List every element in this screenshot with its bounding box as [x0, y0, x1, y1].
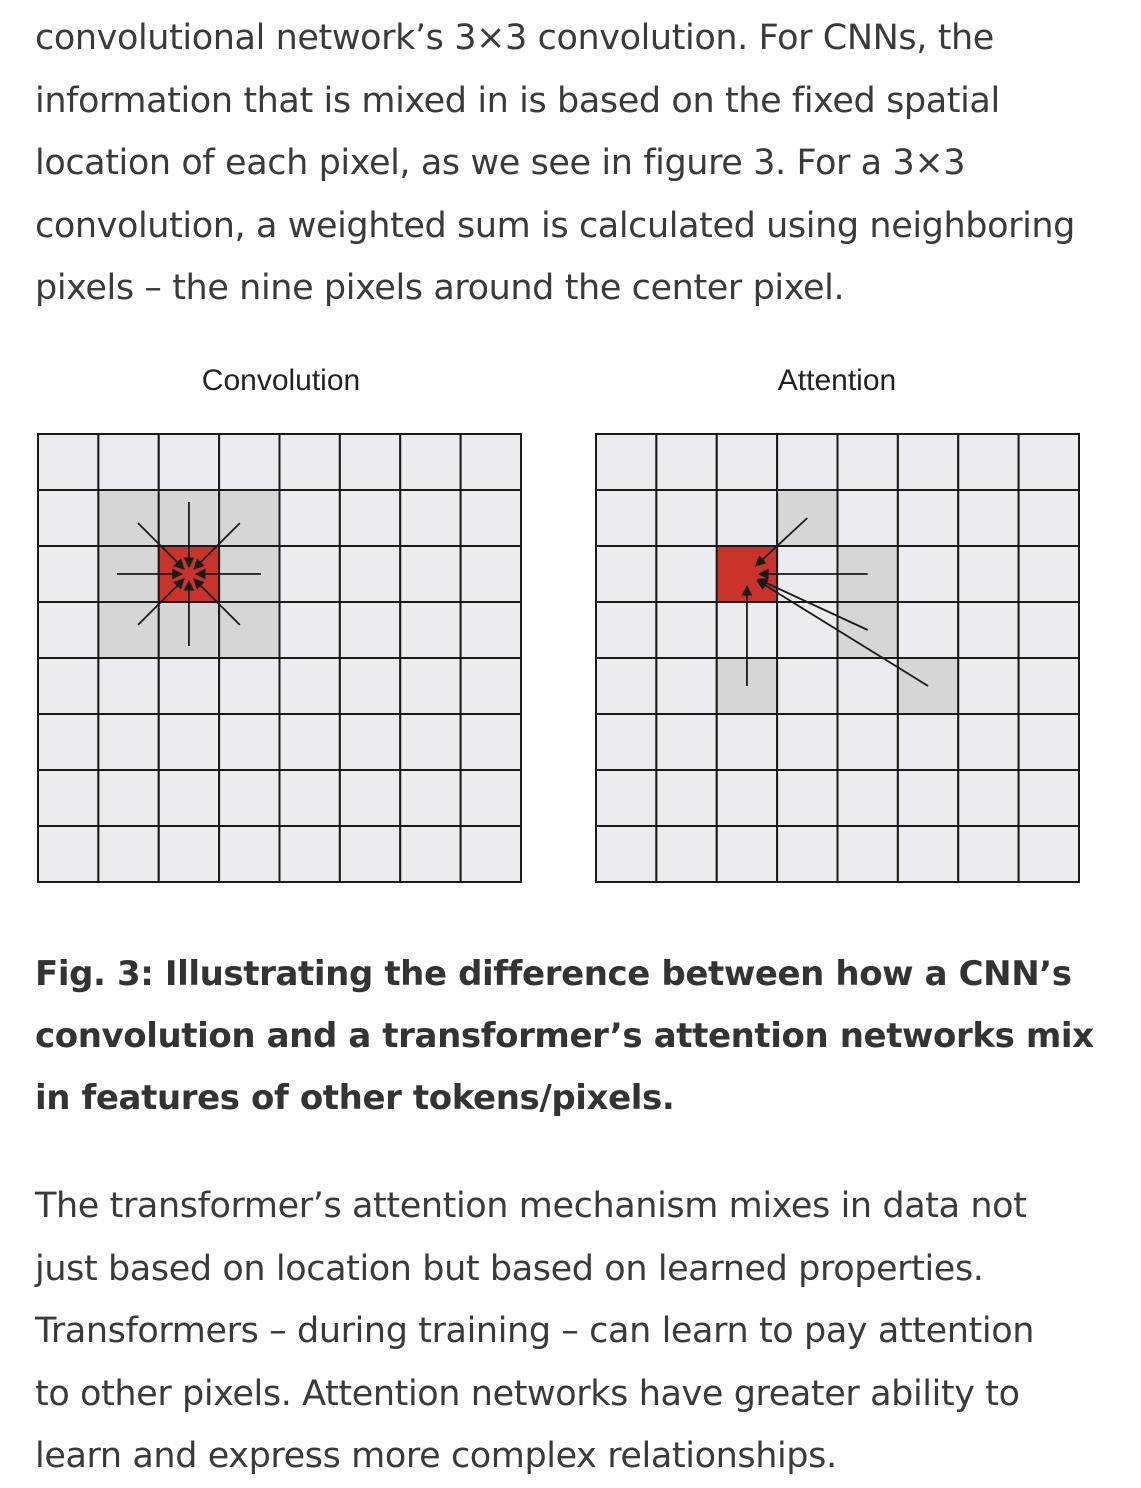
convolution-cell — [461, 546, 521, 602]
attention-cell — [958, 826, 1018, 882]
convolution-cell — [98, 602, 158, 658]
caption-line: in features of other tokens/pixels. — [35, 1078, 675, 1118]
figure-caption — [35, 943, 1125, 1129]
attention-cell — [777, 434, 837, 490]
convolution-cell — [38, 658, 98, 714]
attention-cell — [1019, 546, 1079, 602]
attention-cell — [958, 770, 1018, 826]
attention-cell — [1019, 434, 1079, 490]
attention-cell — [958, 490, 1018, 546]
body-line: to other pixels. Attention networks have greater ability to — [35, 1373, 1020, 1414]
attention-cell — [656, 434, 716, 490]
attention-cell — [838, 714, 898, 770]
attention-cell — [898, 546, 958, 602]
attention-cell — [656, 490, 716, 546]
convolution-cell — [98, 658, 158, 714]
convolution-cell — [98, 434, 158, 490]
attention-cell — [958, 434, 1018, 490]
attention-cell — [656, 714, 716, 770]
convolution-cell — [98, 770, 158, 826]
attention-cell — [838, 658, 898, 714]
attention-cell — [656, 826, 716, 882]
convolution-cell — [280, 434, 340, 490]
convolution-cell — [219, 490, 279, 546]
convolution-cell — [280, 546, 340, 602]
convolution-cell — [340, 658, 400, 714]
convolution-cell — [38, 714, 98, 770]
convolution-cell — [38, 826, 98, 882]
attention-cell — [958, 546, 1018, 602]
convolution-cell — [400, 602, 460, 658]
intro-paragraph — [35, 7, 1120, 320]
convolution-cell — [340, 602, 400, 658]
attention-cell — [777, 658, 837, 714]
attention-cell — [656, 658, 716, 714]
attention-cell — [717, 714, 777, 770]
convolution-cell — [219, 602, 279, 658]
convolution-cell — [461, 658, 521, 714]
caption-line: convolution and a transformer’s attention networks mix — [35, 1016, 1094, 1056]
convolution-cell — [280, 770, 340, 826]
convolution-cell — [159, 826, 219, 882]
attention-title: Attention — [777, 364, 897, 397]
attention-cell — [898, 714, 958, 770]
convolution-cell — [461, 826, 521, 882]
attention-cell — [596, 434, 656, 490]
body-line: Transformers – during training – can learn to pay attention — [35, 1311, 1034, 1351]
attention-cell — [777, 714, 837, 770]
attention-cell — [1019, 658, 1079, 714]
convolution-cell — [219, 714, 279, 770]
convolution-cell — [400, 546, 460, 602]
attention-cell — [596, 490, 656, 546]
convolution-cell — [461, 490, 521, 546]
intro-line: convolution, a weighted sum is calculated using neighboring — [35, 205, 1076, 246]
convolution-cell — [98, 826, 158, 882]
attention-cell — [777, 770, 837, 826]
attention-cell — [1019, 826, 1079, 882]
convolution-cell — [159, 658, 219, 714]
attention-cell — [596, 714, 656, 770]
convolution-cell — [461, 602, 521, 658]
intro-line: location of each pixel, as we see in figure 3. For a 3×3 — [35, 143, 966, 183]
convolution-cell — [340, 490, 400, 546]
convolution-cell — [38, 490, 98, 546]
convolution-cell — [38, 602, 98, 658]
convolution-title: Convolution — [201, 364, 361, 397]
attention-cell — [958, 658, 1018, 714]
attention-cell — [958, 602, 1018, 658]
convolution-cell — [400, 826, 460, 882]
convolution-cell — [400, 714, 460, 770]
attention-cell — [656, 770, 716, 826]
convolution-cell — [400, 658, 460, 714]
convolution-cell — [400, 434, 460, 490]
body-line: The transformer’s attention mechanism mixes in data not — [35, 1186, 1027, 1226]
attention-grid-diagram — [596, 434, 1079, 882]
intro-line: pixels – the nine pixels around the center pixel. — [35, 268, 845, 308]
body-line: learn and express more complex relationships. — [35, 1436, 837, 1476]
attention-cell — [898, 770, 958, 826]
convolution-grid-diagram — [38, 434, 521, 882]
attention-cell — [596, 826, 656, 882]
convolution-cell — [280, 602, 340, 658]
convolution-cell — [461, 770, 521, 826]
convolution-cell — [280, 826, 340, 882]
attention-cell — [898, 434, 958, 490]
convolution-cell — [280, 658, 340, 714]
convolution-cell — [38, 546, 98, 602]
body-line: just based on location but based on learned properties. — [35, 1248, 984, 1289]
convolution-cell — [219, 658, 279, 714]
convolution-cell — [400, 490, 460, 546]
intro-line: convolutional network’s 3×3 convolution. For CNNs, the — [35, 18, 994, 58]
attention-cell — [958, 714, 1018, 770]
convolution-cell — [461, 434, 521, 490]
attention-cell — [1019, 770, 1079, 826]
attention-cell — [596, 602, 656, 658]
convolution-cell — [400, 770, 460, 826]
attention-cell — [596, 770, 656, 826]
attention-cell — [717, 434, 777, 490]
convolution-cell — [461, 714, 521, 770]
caption-line: Fig. 3: Illustrating the difference between how a CNN’s — [35, 954, 1072, 994]
attention-cell — [656, 546, 716, 602]
attention-cell — [596, 546, 656, 602]
body-paragraph — [35, 1175, 1120, 1488]
convolution-cell — [98, 714, 158, 770]
convolution-cell — [340, 714, 400, 770]
attention-cell — [717, 770, 777, 826]
convolution-cell — [38, 434, 98, 490]
convolution-cell — [219, 770, 279, 826]
convolution-cell — [38, 770, 98, 826]
attention-cell — [1019, 490, 1079, 546]
convolution-cell — [219, 434, 279, 490]
attention-cell — [1019, 602, 1079, 658]
convolution-cell — [280, 714, 340, 770]
intro-line: information that is mixed in is based on the fixed spatial — [35, 80, 1000, 121]
attention-cell — [838, 434, 898, 490]
convolution-cell — [340, 770, 400, 826]
convolution-cell — [159, 770, 219, 826]
convolution-cell — [340, 546, 400, 602]
attention-cell — [838, 826, 898, 882]
attention-cell — [898, 826, 958, 882]
attention-cell — [656, 602, 716, 658]
attention-cell — [898, 602, 958, 658]
convolution-cell — [280, 490, 340, 546]
convolution-cell — [98, 490, 158, 546]
attention-cell — [717, 490, 777, 546]
attention-cell — [838, 490, 898, 546]
attention-cell — [717, 826, 777, 882]
attention-cell — [838, 770, 898, 826]
convolution-cell — [159, 434, 219, 490]
convolution-cell — [340, 434, 400, 490]
convolution-cell — [219, 826, 279, 882]
attention-cell — [1019, 714, 1079, 770]
attention-cell — [898, 490, 958, 546]
convolution-cell — [340, 826, 400, 882]
attention-cell — [596, 658, 656, 714]
convolution-cell — [159, 714, 219, 770]
attention-cell — [777, 826, 837, 882]
